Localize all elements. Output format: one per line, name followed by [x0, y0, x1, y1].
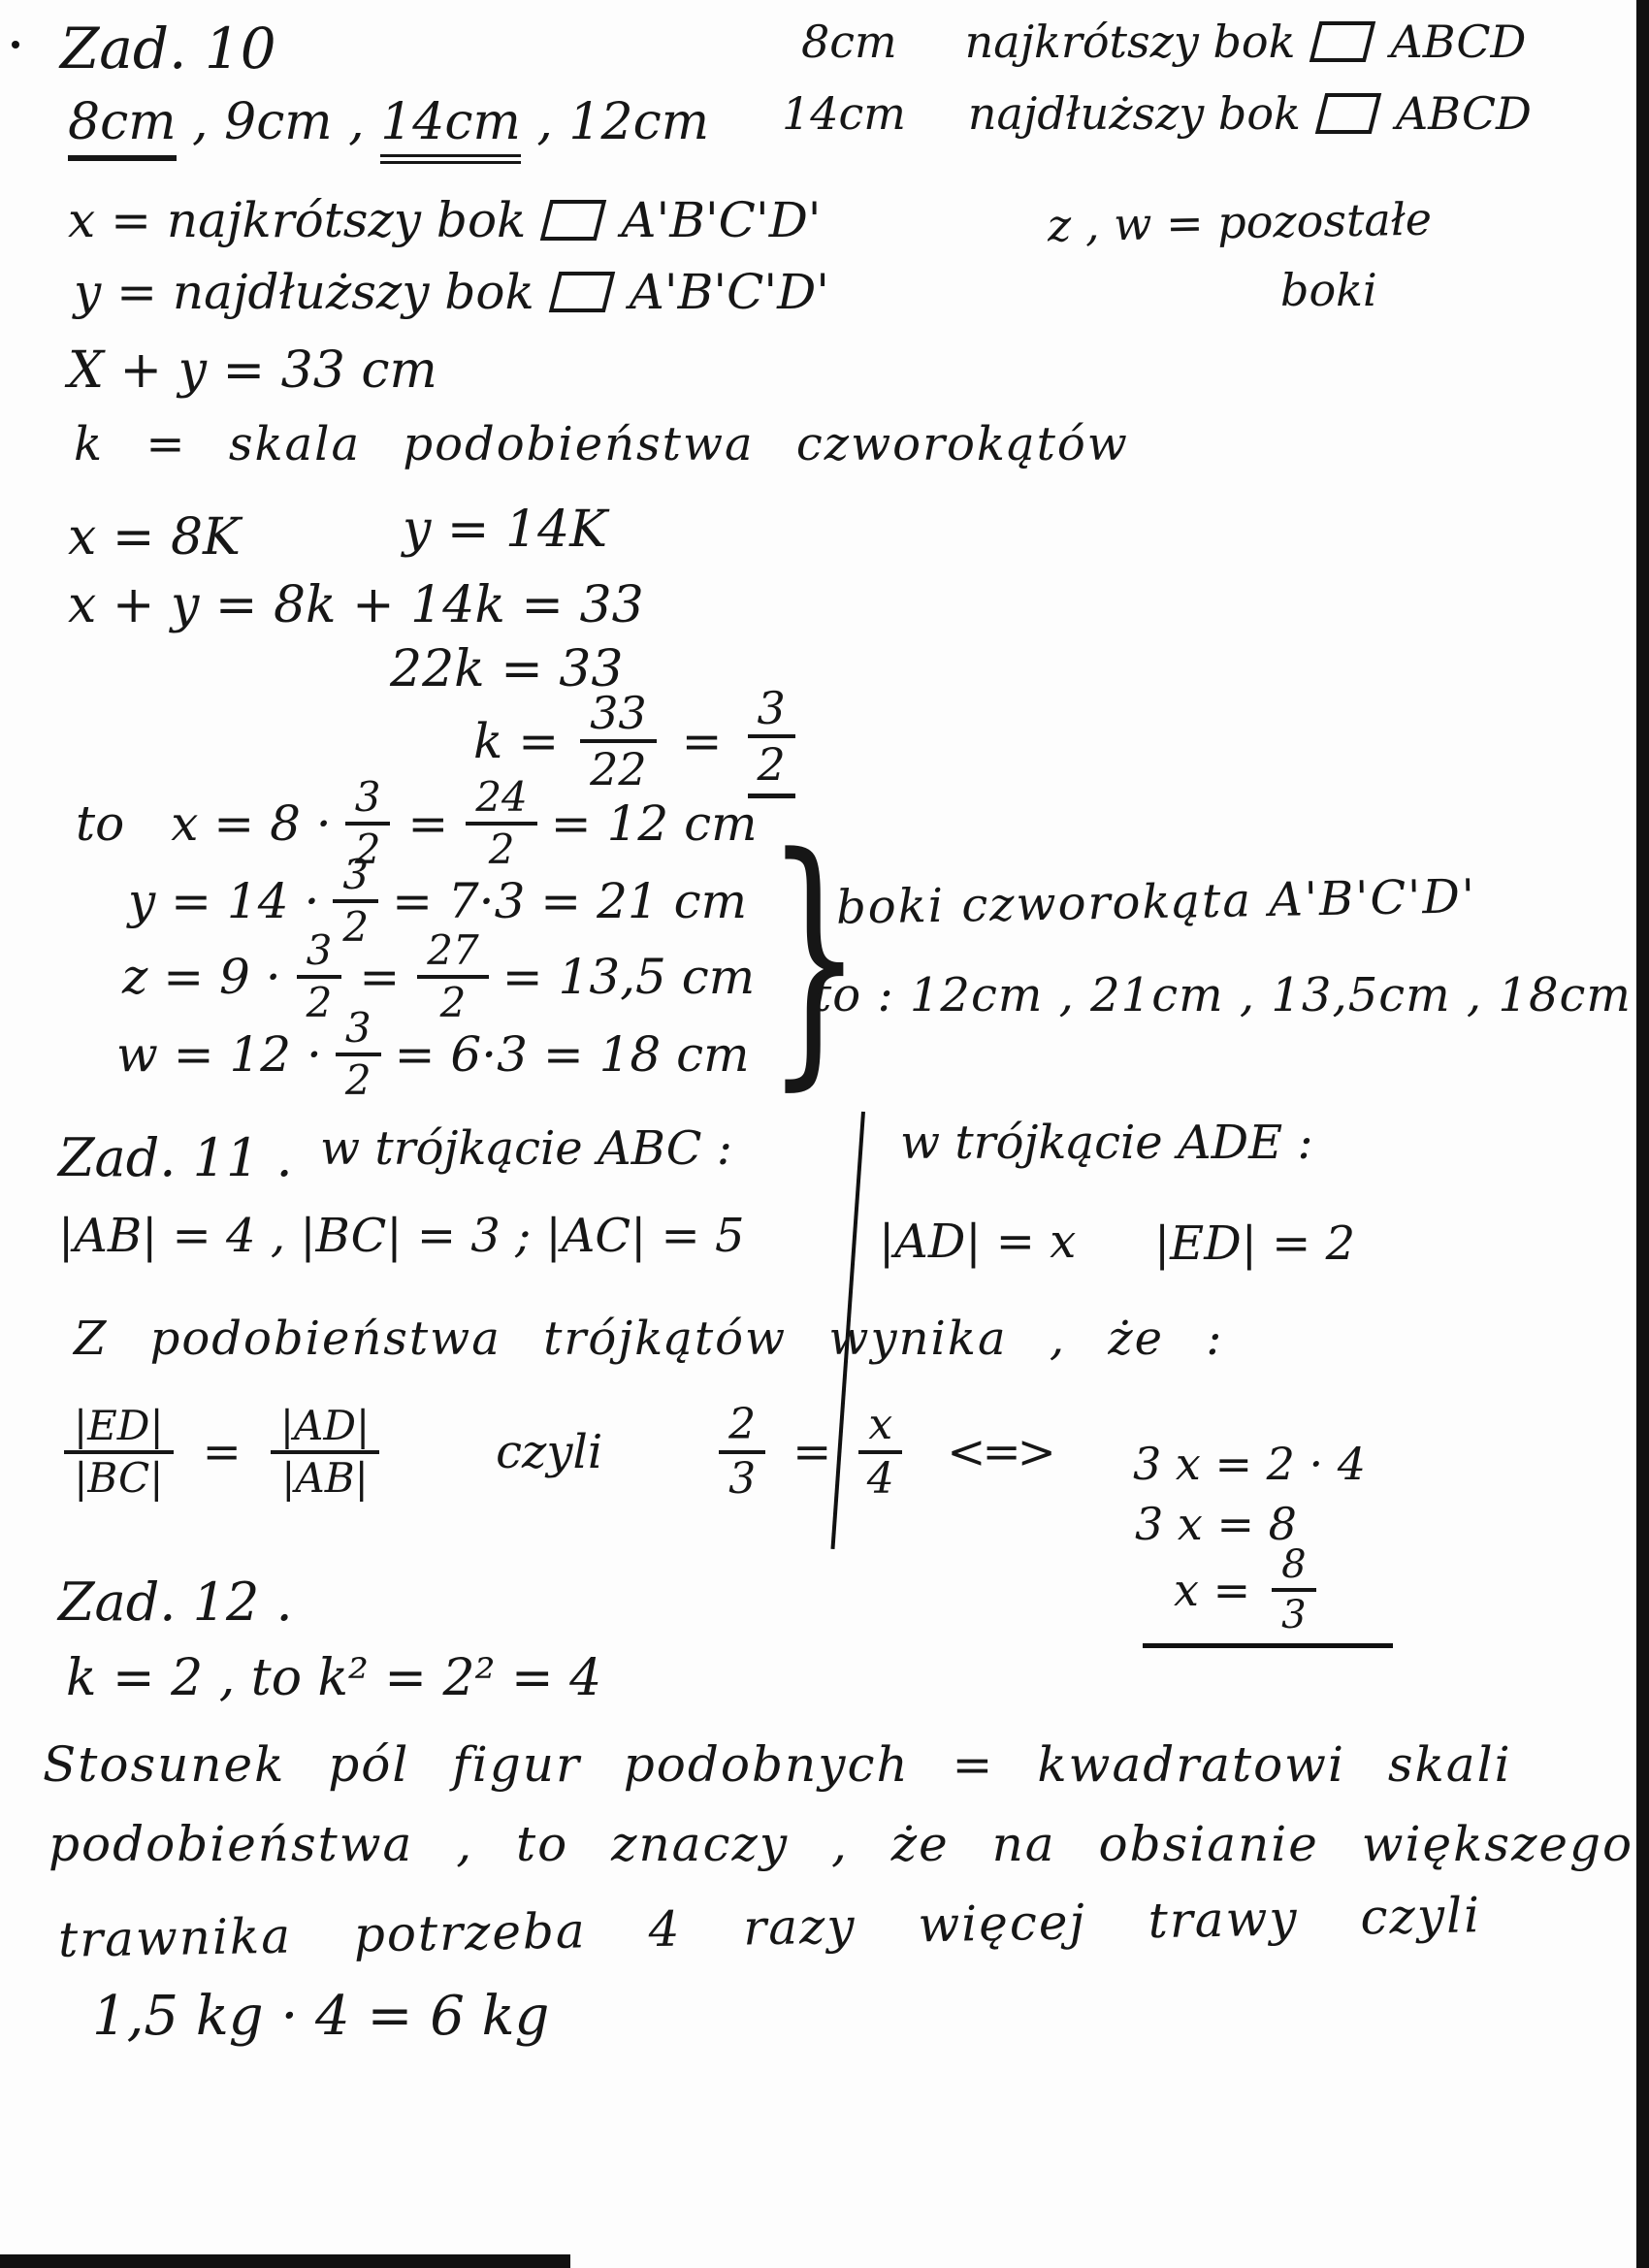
note-longest-length: 14cm	[782, 87, 906, 140]
fraction-denominator: 3	[1281, 1593, 1307, 1637]
proportion-equals-1: =	[202, 1425, 242, 1480]
zad11-solution-step1: 3 x = 2 · 4	[1133, 1438, 1367, 1490]
zad10-zw-definition: z , w = pozostałe	[1047, 192, 1433, 252]
zad10-eq-22k: 22k = 33	[390, 640, 624, 698]
y-def-text: y = najdłuższy bok	[74, 264, 534, 320]
zad10-x-definition	[68, 192, 822, 248]
y-def-label: A'B'C'D'	[629, 264, 829, 320]
calc-z-result: = 13,5 cm	[501, 949, 756, 1006]
fraction-numerator: |AD|	[271, 1405, 379, 1454]
fraction-denominator: 2	[488, 826, 515, 874]
note-shortest-length: 8cm	[801, 16, 897, 68]
fraction-numerator: 8	[1272, 1544, 1315, 1592]
zad10-note-shortest	[801, 16, 1526, 68]
fraction-numerator: 3	[748, 685, 795, 738]
calc-z-lhs: z = 9 ·	[122, 949, 281, 1006]
zad12-title: Zad. 12 .	[58, 1571, 293, 1633]
calc-y-lhs: y = 14 ·	[128, 873, 320, 930]
fraction-denominator: 2	[344, 1056, 372, 1105]
fraction-denominator: |AB|	[281, 1454, 369, 1503]
zad10-eq-y: y = 14K	[403, 501, 608, 559]
fraction-numerator: x	[858, 1403, 902, 1454]
zad11-title: Zad. 11 .	[58, 1127, 293, 1188]
solution-underline	[1143, 1643, 1393, 1648]
zad10-result-values: to : 12cm , 21cm , 13,5cm , 18cm	[813, 968, 1632, 1022]
scan-edge-bottom	[0, 2254, 570, 2268]
note-longest-label: ABCD	[1395, 87, 1532, 140]
brace-icon: }	[766, 800, 862, 1114]
zad11-right-given-ad: |AD| = x	[879, 1215, 1077, 1269]
fraction-2-3	[719, 1400, 765, 1505]
fraction-3-2	[336, 1004, 381, 1105]
eq-k-lhs: k =	[473, 713, 560, 770]
side-14cm: 14cm	[380, 93, 521, 164]
calc-x-pre: to	[76, 795, 125, 853]
fraction-denominator: 3	[728, 1454, 757, 1505]
calc-y-result: = 7·3 = 21 cm	[392, 873, 747, 930]
fraction-denominator: 22	[590, 743, 647, 796]
zad11-right-given-ed: |ED| = 2	[1154, 1216, 1356, 1271]
zad10-eq-sum: x + y = 8k + 14k = 33	[68, 576, 644, 634]
parallelogram-icon	[549, 272, 615, 312]
zad10-eq-x: x = 8K	[68, 508, 241, 567]
fraction-numerator: 3	[336, 1007, 381, 1056]
sides-separator-2: , 12cm	[520, 93, 710, 151]
parallelogram-icon	[540, 200, 606, 241]
fraction-numerator: 33	[580, 690, 657, 743]
fraction-numerator: 27	[417, 929, 488, 979]
fraction-8-3	[1272, 1544, 1315, 1636]
zad11-proportion	[64, 1400, 1052, 1505]
zad10-sum-equation: X + y = 33 cm	[68, 341, 437, 400]
zad12-body-line2: podobieństwa , to znaczy , że na obsianie większego	[48, 1816, 1634, 1872]
zad11-solution-final	[1174, 1544, 1316, 1636]
zad10-title: Zad. 10	[60, 16, 276, 81]
side-8cm: 8cm	[68, 93, 177, 161]
parallelogram-icon	[1310, 21, 1375, 62]
fraction-denominator: 2	[306, 979, 333, 1027]
zad11-right-header: w trójkącie ADE :	[900, 1116, 1313, 1170]
fraction-numerator: 2	[719, 1403, 765, 1454]
fraction-denominator: |BC|	[74, 1454, 164, 1503]
zad12-body-line1: Stosunek pól figur podobnych = kwadratowi skali	[43, 1736, 1512, 1793]
zad11-statement: Z podobieństwa trójkątów wynika , że :	[74, 1312, 1224, 1366]
zad11-left-header: w trójkącie ABC :	[320, 1121, 732, 1176]
iff-arrow: <=>	[947, 1425, 1052, 1480]
ink-dot	[12, 41, 19, 49]
fraction-denominator: 2	[342, 903, 370, 952]
zad10-scale-definition: k = skala podobieństwa czworokątów	[74, 417, 1129, 471]
zad11-solution-step2: 3 x = 8	[1135, 1498, 1297, 1550]
zad12-final-result: 1,5 kg · 4 = 6 kg	[92, 1985, 550, 2048]
fraction-numerator: |ED|	[64, 1405, 174, 1454]
sides-separator-1: , 9cm ,	[176, 93, 381, 151]
scan-edge-right	[1636, 0, 1649, 2268]
fraction-AD-AB	[271, 1402, 379, 1503]
solution-final-lhs: x =	[1174, 1564, 1251, 1616]
fraction-numerator: 3	[345, 776, 391, 826]
fraction-ED-BC	[64, 1402, 174, 1503]
fraction-numerator: 24	[466, 776, 536, 826]
fraction-x-4	[858, 1400, 902, 1505]
fraction-denominator: 2	[439, 979, 467, 1027]
fraction-numerator: 3	[333, 854, 378, 903]
proportion-equals-2: =	[792, 1425, 832, 1480]
x-def-label: A'B'C'D'	[621, 192, 822, 248]
eq-k-equals: =	[681, 713, 723, 770]
parallelogram-icon	[1315, 93, 1381, 134]
proportion-czyli: czyli	[496, 1425, 603, 1480]
note-shortest-desc: najkrótszy bok	[964, 16, 1296, 68]
fraction-denominator: 2	[354, 826, 381, 874]
zad12-body-line3: trawnika potrzeba 4 razy więcej trawy czyli	[57, 1887, 1482, 1968]
zad10-zw-definition-2: boki	[1280, 264, 1377, 316]
calc-w-lhs: w = 12 ·	[116, 1026, 322, 1084]
zad12-k-equation: k = 2 , to k² = 2² = 4	[66, 1649, 602, 1707]
zad10-y-definition	[74, 264, 829, 320]
calc-w-result: = 6·3 = 18 cm	[394, 1026, 750, 1084]
zad10-note-longest	[782, 87, 1532, 140]
zad11-left-given: |AB| = 4 , |BC| = 3 ; |AC| = 5	[58, 1209, 745, 1263]
zad10-result-label: boki czworokąta A'B'C'D'	[835, 869, 1477, 935]
fraction-numerator: 3	[297, 929, 342, 979]
fraction-denominator: 2	[757, 738, 786, 792]
note-shortest-label: ABCD	[1390, 16, 1527, 68]
calc-z-eq: =	[359, 949, 401, 1006]
note-longest-desc: najdłuższy bok	[967, 87, 1301, 140]
calc-x-lhs: x = 8 ·	[171, 795, 332, 853]
fraction-denominator: 4	[866, 1454, 894, 1505]
zad10-calc-w	[116, 1004, 750, 1105]
x-def-text: x = najkrótszy bok	[68, 192, 527, 248]
calc-x-result: = 12 cm	[550, 795, 758, 853]
zad10-given-sides	[68, 93, 709, 151]
calc-x-eq: =	[407, 795, 449, 853]
